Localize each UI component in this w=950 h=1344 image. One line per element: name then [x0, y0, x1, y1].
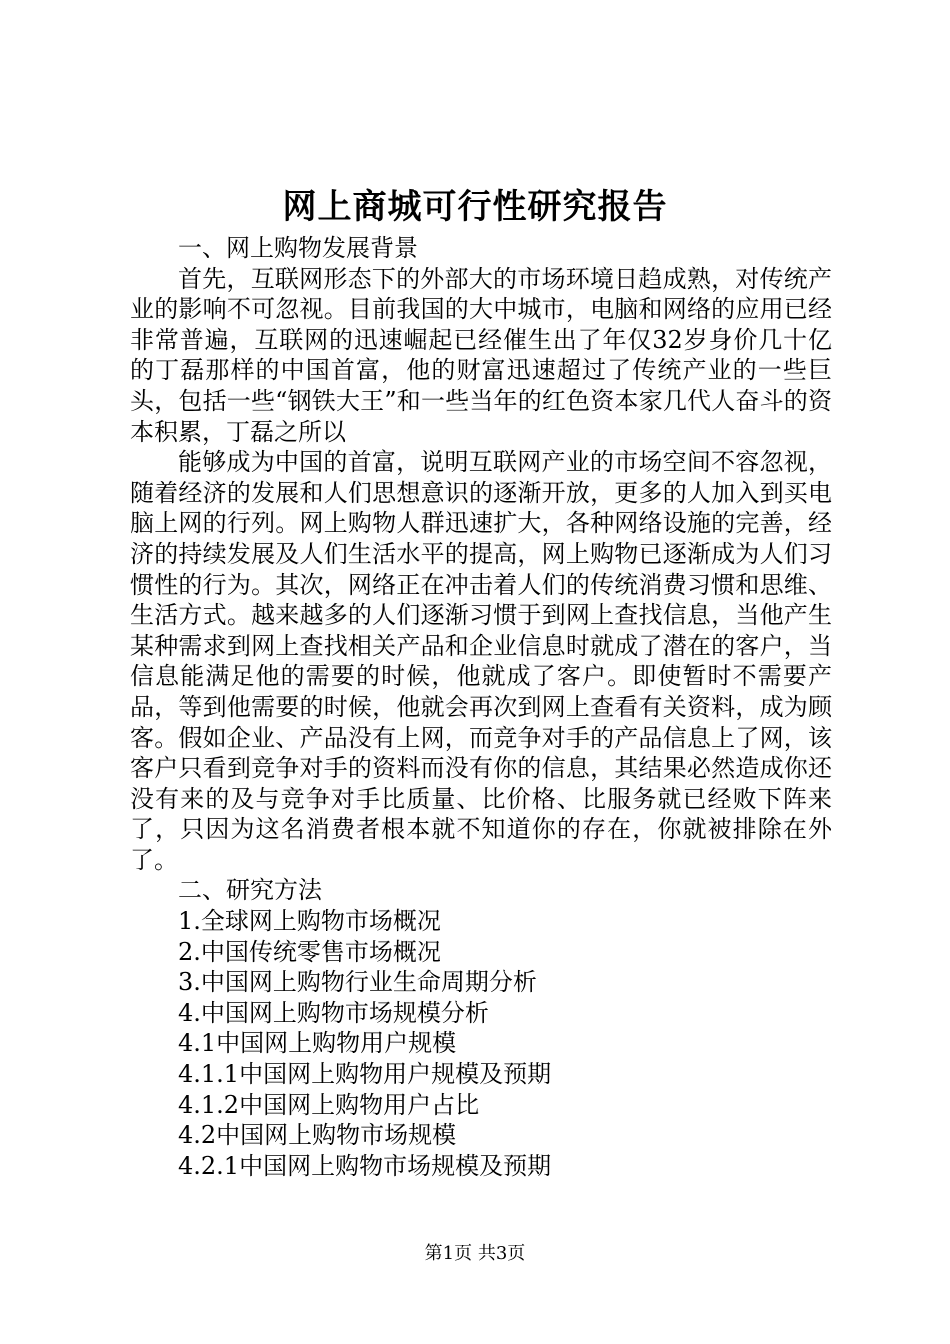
- outline-item: 4.2.1中国网上购物市场规模及预期: [178, 1151, 552, 1180]
- outline-item: 4.2中国网上购物市场规模: [178, 1121, 457, 1150]
- outline-item: 4.中国网上购物市场规模分析: [178, 998, 489, 1027]
- outline-list: [130, 906, 832, 1181]
- outline-item: 3.中国网上购物行业生命周期分析: [178, 968, 537, 997]
- document-body: [130, 233, 832, 1181]
- outline-item: 2.中国传统零售市场概况: [178, 937, 441, 966]
- paragraph-2: 能够成为中国的首富，说明互联网产业的市场空间不容忽视，随着经济的发展和人们思想意识的逐渐开放，更多的人加入到买电脑上网的行列。网上购物人群迅速扩大，各种网络设施的完善，经济的持续发展及人们生活水平的提高，网上购物已逐渐成为人们习惯性的行为。其次，网络正在冲击着人们的传统消费习惯和思维、生活方式。越来越多的人们逐渐习惯于到网上查找信息，当他产生某种需求到网上查找相关产品和企业信息时就成了潜在的客户，当信息能满足他的需要的时候，他就成了客户。即使暂时不需要产品，等到他需要的时候，他就会再次到网上查看有关资料，成为顾客。假如企业、产品没有上网，而竞争对手的产品信息上了网，该客户只看到竞争对手的资料而没有你的信息，其结果必然造成你还没有来的及与竞争对手比质量、比价格、比服务就已经败下阵来了，只因为这名消费者根本就不知道你的存在，你就被排除在外了。: [130, 448, 832, 874]
- page-number: 第1页 共3页: [424, 1243, 526, 1264]
- outline-item: 4.1.1中国网上购物用户规模及预期: [178, 1060, 552, 1089]
- outline-item: 4.1.2中国网上购物用户占比: [178, 1090, 480, 1119]
- section-heading-background: 一、网上购物发展背景: [178, 234, 418, 262]
- outline-item: 1.全球网上购物市场概况: [178, 907, 441, 936]
- document-title: 网上商城可行性研究报告: [282, 187, 668, 227]
- section-heading-methods: 二、研究方法: [178, 876, 322, 905]
- paragraph-1: 首先，互联网形态下的外部大的市场环境日趋成熟，对传统产业的影响不可忽视。目前我国的大中城市，电脑和网络的应用已经非常普遍，互联网的迅速崛起已经催生出了年仅32岁身价几十亿的丁磊那样的中国首富，他的财富迅速超过了传统产业的一些巨头，包括一些“钢铁大王”和一些当年的红色资本家几代人奋斗的资本积累，丁磊之所以: [130, 264, 832, 446]
- outline-item: 4.1中国网上购物用户规模: [178, 1029, 457, 1058]
